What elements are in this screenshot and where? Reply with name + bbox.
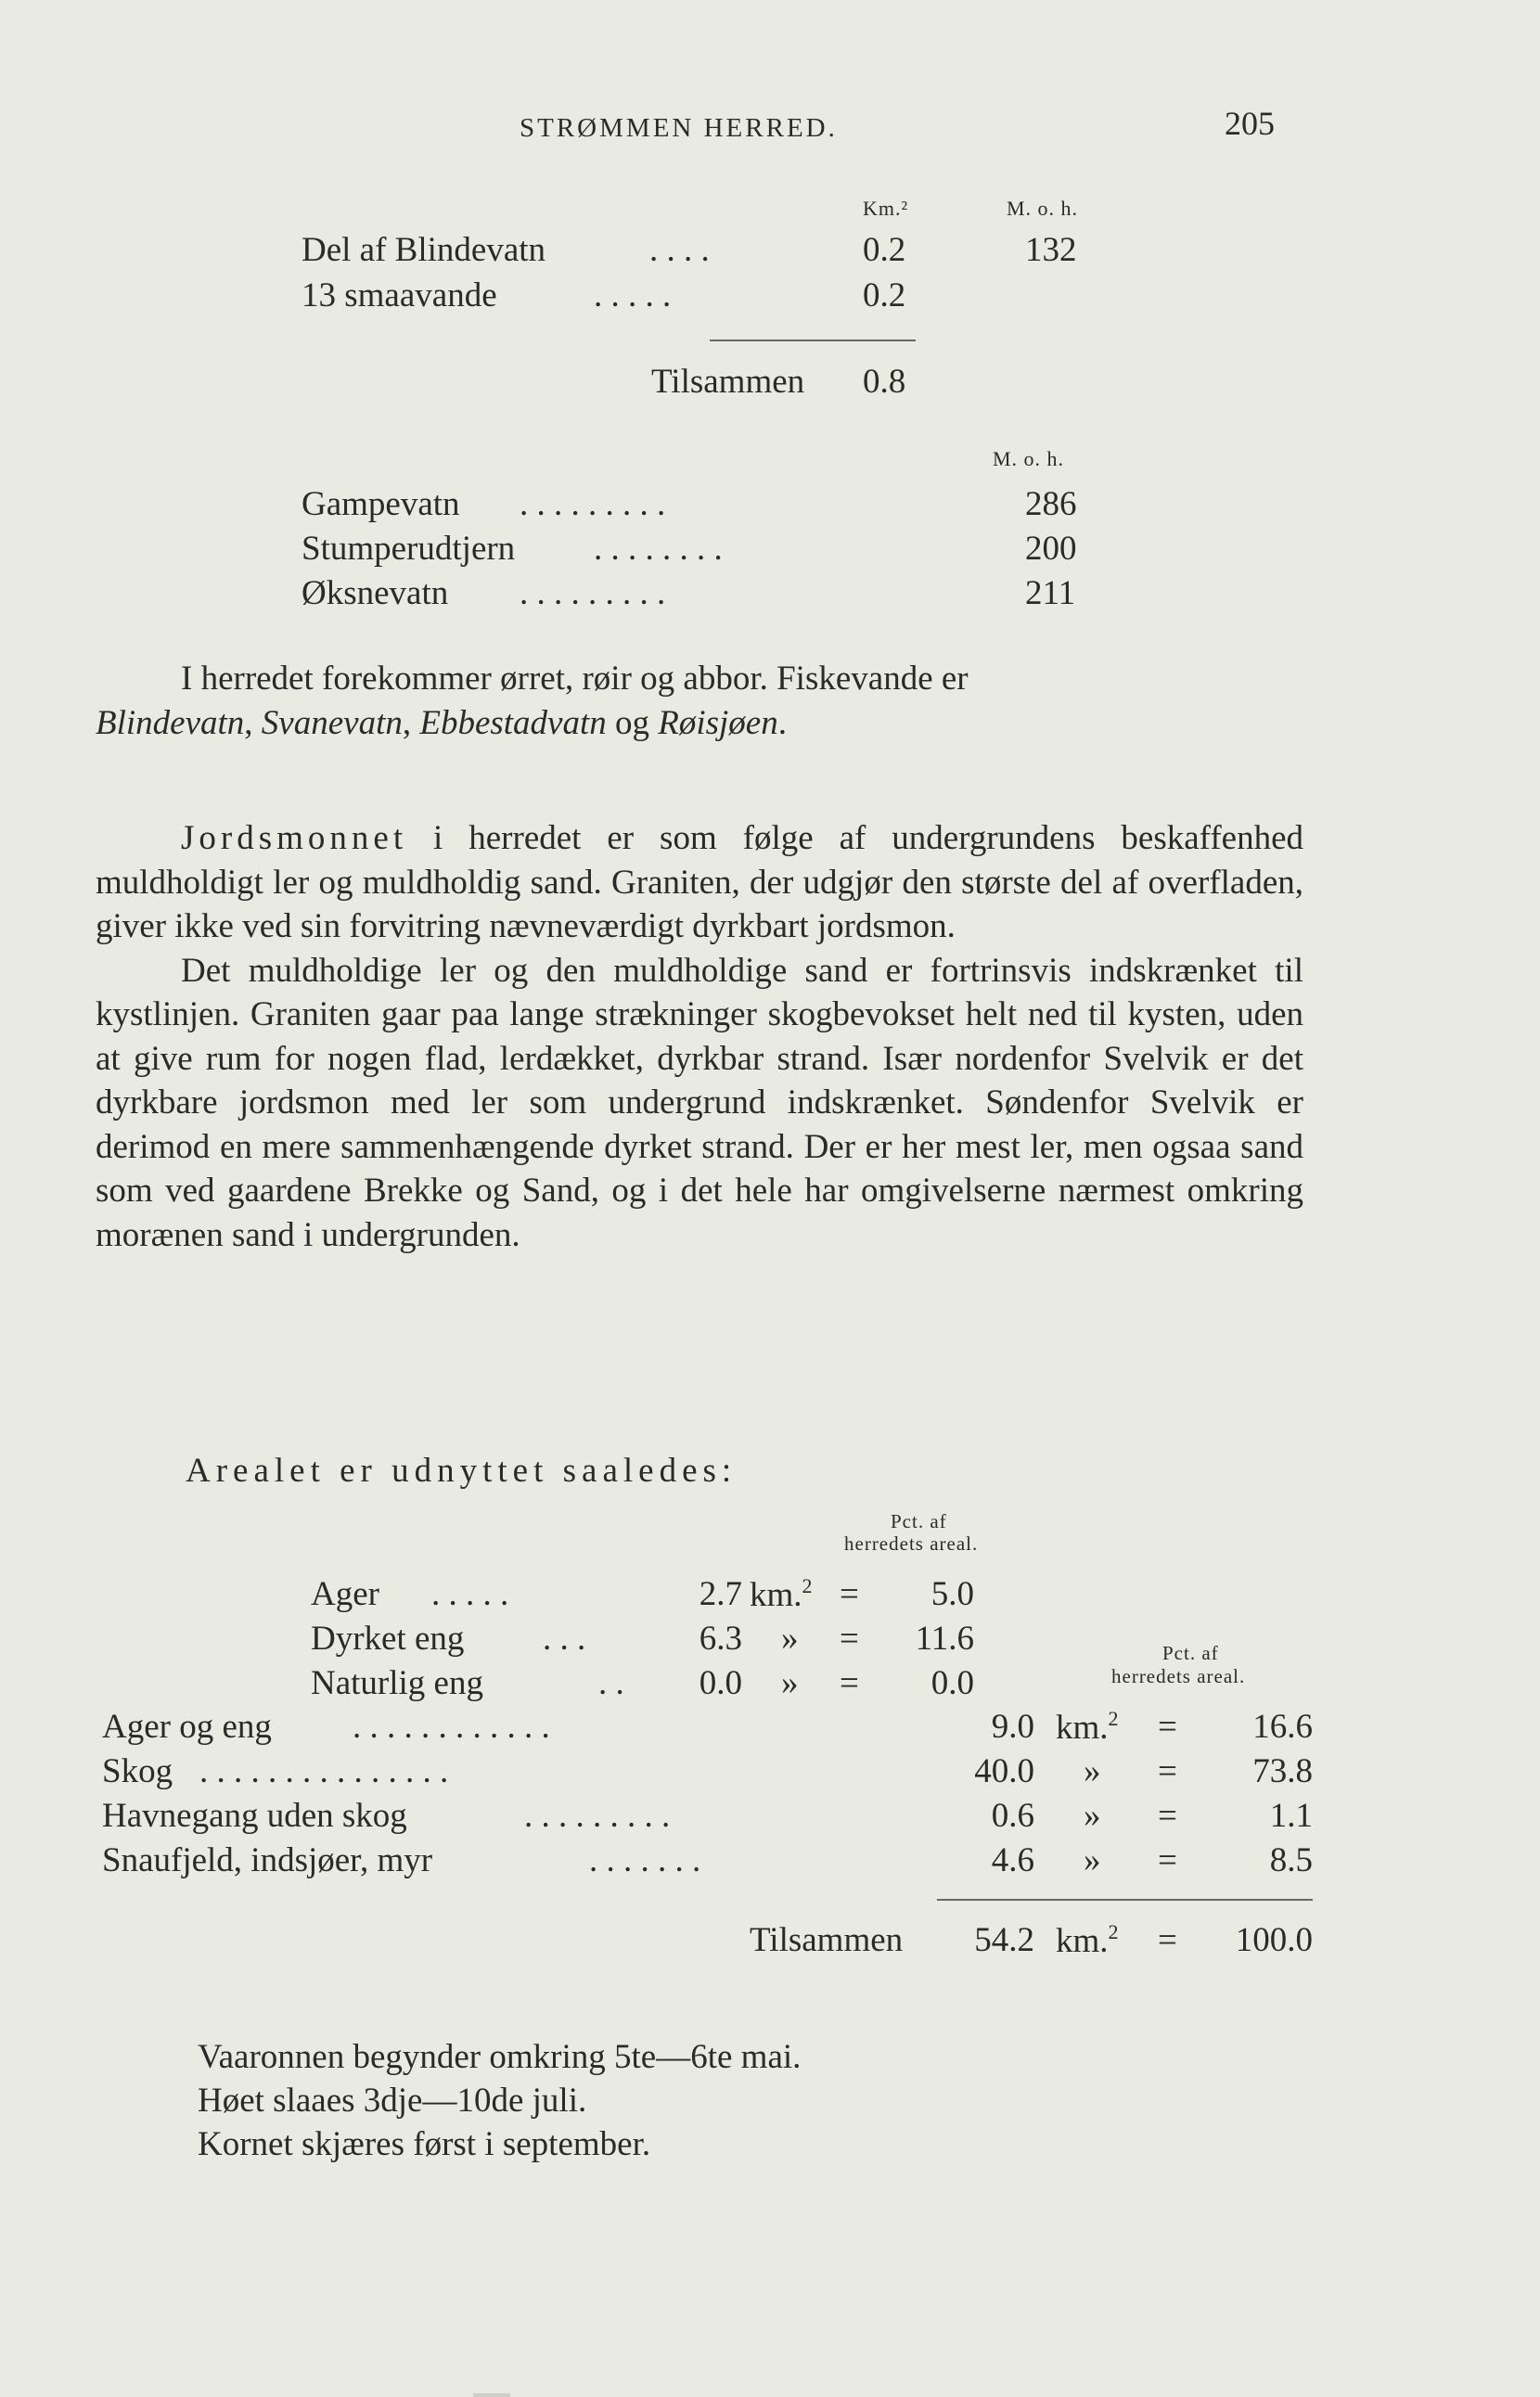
land-use-total-km: 54.2 <box>974 1921 1034 1959</box>
table2-row-3-name: Øksnevatn <box>302 574 449 612</box>
table2-row-1-moh: 286 <box>1025 485 1077 523</box>
lake-name: Ebbestadvatn <box>419 703 607 742</box>
main-row-3-unit: » <box>1084 1797 1101 1835</box>
lake-name: Blindevatn <box>96 703 245 742</box>
sub-row-1-km: 2.7 <box>699 1575 742 1613</box>
sub-row-1-name: Ager <box>311 1575 379 1613</box>
table1-area-header: Km.² <box>863 197 909 220</box>
main-row-2-name: Skog <box>102 1752 173 1790</box>
table2-row-2-dots: . . . . . . . . <box>594 530 723 568</box>
page-number: 205 <box>1225 105 1275 142</box>
page-edge-mark <box>473 2393 510 2397</box>
table2-row-1-dots: . . . . . . . . . <box>520 485 666 523</box>
sub-pct-header-2: herredets areal. <box>844 1532 979 1555</box>
table1-row-2-area: 0.2 <box>863 276 906 314</box>
soil-paragraphs <box>96 816 1303 1257</box>
main-row-2-pct: 73.8 <box>1252 1752 1313 1790</box>
soil-paragraph-2: Det muldholdige ler og den muldholdige sand er fortrinsvis indskrænket til kystlinjen. Graniten gaar paa lange strækninger skogbevokset helt ned til kysten, uden at give rum for nogen flad, lerdækket, dyrkbar strand. Især nordenfor Svelvik er det dyrkbare jordsmon med ler som undergrund indskrænket. Søndenfor Svelvik er derimod en mere sammenhængende dyrket strand. Der er her mest ler, men ogsaa sand som ved gaardene Brekke og Sand, og i det hele har omgivelserne nærmest omkring morænen sand i undergrunden. <box>96 951 1303 1254</box>
sub-row-3-pct: 0.0 <box>930 1664 974 1702</box>
main-row-3-pct: 1.1 <box>1269 1797 1313 1835</box>
soil-lead-word: Jordsmonnet <box>181 819 408 857</box>
main-row-3-km: 0.6 <box>991 1797 1034 1835</box>
sub-row-2-unit: » <box>781 1620 799 1658</box>
table1-row-2-dots: . . . . . <box>594 276 672 314</box>
sub-row-1-unit: km.$^2$ <box>750 1574 813 1614</box>
running-title: STRØMMEN HERRED. <box>520 113 838 143</box>
land-use-total-rule <box>937 1899 1313 1901</box>
table1-moh-header: M. o. h. <box>1007 197 1079 220</box>
main-row-2-dots: . . . . . . . . . . . . . . . <box>199 1752 449 1790</box>
table1-total-label: Tilsammen <box>651 363 805 401</box>
land-use-total-unit: km.$^2$ <box>1056 1920 1119 1960</box>
table1-row-1-moh: 132 <box>1025 231 1077 269</box>
lake-name: Svanevatn <box>261 703 403 742</box>
main-pct-header-1: Pct. af <box>1162 1642 1219 1664</box>
main-row-4-km: 4.6 <box>991 1841 1034 1879</box>
table1-row-1-name: Del af Blindevatn <box>302 231 546 269</box>
sub-row-3-km: 0.0 <box>699 1664 742 1702</box>
sub-row-3-name: Naturlig eng <box>311 1664 483 1702</box>
table2-row-1-name: Gampevatn <box>302 485 460 523</box>
sub-row-3-unit: » <box>781 1664 799 1702</box>
main-row-3-dots: . . . . . . . . . <box>524 1797 671 1835</box>
land-use-total-pct: 100.0 <box>1235 1921 1313 1959</box>
table2-moh-header: M. o. h. <box>993 447 1065 470</box>
main-row-1-unit: km.$^2$ <box>1056 1707 1119 1747</box>
main-row-3-name: Havnegang uden skog <box>102 1797 407 1835</box>
sub-row-3-eq: = <box>840 1664 859 1702</box>
sub-row-2-km: 6.3 <box>699 1620 742 1658</box>
sub-row-2-eq: = <box>840 1620 859 1658</box>
table1-row-1-area: 0.2 <box>863 231 906 269</box>
table2-row-2-moh: 200 <box>1025 530 1077 568</box>
main-row-4-name: Snaufjeld, indsjøer, myr <box>102 1841 433 1879</box>
main-row-1-name: Ager og eng <box>102 1708 272 1746</box>
land-use-intro: Arealet er udnyttet saaledes: <box>186 1452 738 1490</box>
soil-paragraph-1: Jordsmonnet i herredet er som følge af undergrundens beskaffenhed muldholdigt ler og muldholdig sand. Graniten, der udgjør den største del af overfladen, giver ikke ved sin forvitring nævneværdigt dyrkbart jordsmon. <box>96 819 1303 945</box>
sub-pct-header-1: Pct. af <box>891 1510 947 1532</box>
table2-row-3-moh: 211 <box>1025 574 1076 612</box>
main-row-1-km: 9.0 <box>991 1708 1034 1746</box>
table1-total-value: 0.8 <box>863 363 906 401</box>
table1-row-2-name: 13 smaavande <box>302 276 497 314</box>
sub-row-3-dots: . . <box>598 1664 624 1702</box>
main-row-1-eq: = <box>1158 1708 1177 1746</box>
sub-row-1-pct: 5.0 <box>930 1575 974 1613</box>
season-line-3: Kornet skjæres først i september. <box>198 2125 651 2163</box>
main-row-2-eq: = <box>1158 1752 1177 1790</box>
sub-row-1-eq: = <box>840 1575 859 1613</box>
sub-row-2-dots: . . . <box>543 1620 586 1658</box>
sub-row-2-name: Dyrket eng <box>311 1620 465 1658</box>
main-row-4-dots: . . . . . . . <box>589 1841 701 1879</box>
main-row-2-unit: » <box>1084 1752 1101 1790</box>
main-row-1-pct: 16.6 <box>1252 1708 1313 1746</box>
main-row-1-dots: . . . . . . . . . . . . <box>353 1708 550 1746</box>
land-use-total-eq: = <box>1158 1921 1177 1959</box>
table2-row-3-dots: . . . . . . . . . <box>520 574 666 612</box>
lake-name: Røisjøen <box>658 703 778 742</box>
main-row-3-eq: = <box>1158 1797 1177 1835</box>
sub-row-2-pct: 11.6 <box>915 1620 974 1658</box>
main-row-4-eq: = <box>1158 1841 1177 1879</box>
land-use-total-label: Tilsammen <box>750 1921 904 1959</box>
fish-line-1: I herredet forekommer ørret, røir og abbor. Fiskevande er <box>181 660 969 698</box>
table2-row-2-name: Stumperudtjern <box>302 530 516 568</box>
main-pct-header-2: herredets areal. <box>1111 1665 1246 1687</box>
main-row-4-unit: » <box>1084 1841 1101 1879</box>
main-row-2-km: 40.0 <box>974 1752 1034 1790</box>
table1-total-rule <box>710 340 916 341</box>
main-row-4-pct: 8.5 <box>1269 1841 1313 1879</box>
season-line-1: Vaaronnen begynder omkring 5te—6te mai. <box>198 2038 802 2076</box>
table1-row-1-dots: . . . . <box>649 231 710 269</box>
sub-row-1-dots: . . . . . <box>431 1575 509 1613</box>
season-line-2: Høet slaaes 3dje—10de juli. <box>198 2082 587 2120</box>
fish-paragraph <box>96 657 1303 745</box>
fish-line-2: Blindevatn, Svanevatn, Ebbestadvatn og Røisjøen. <box>96 703 787 742</box>
